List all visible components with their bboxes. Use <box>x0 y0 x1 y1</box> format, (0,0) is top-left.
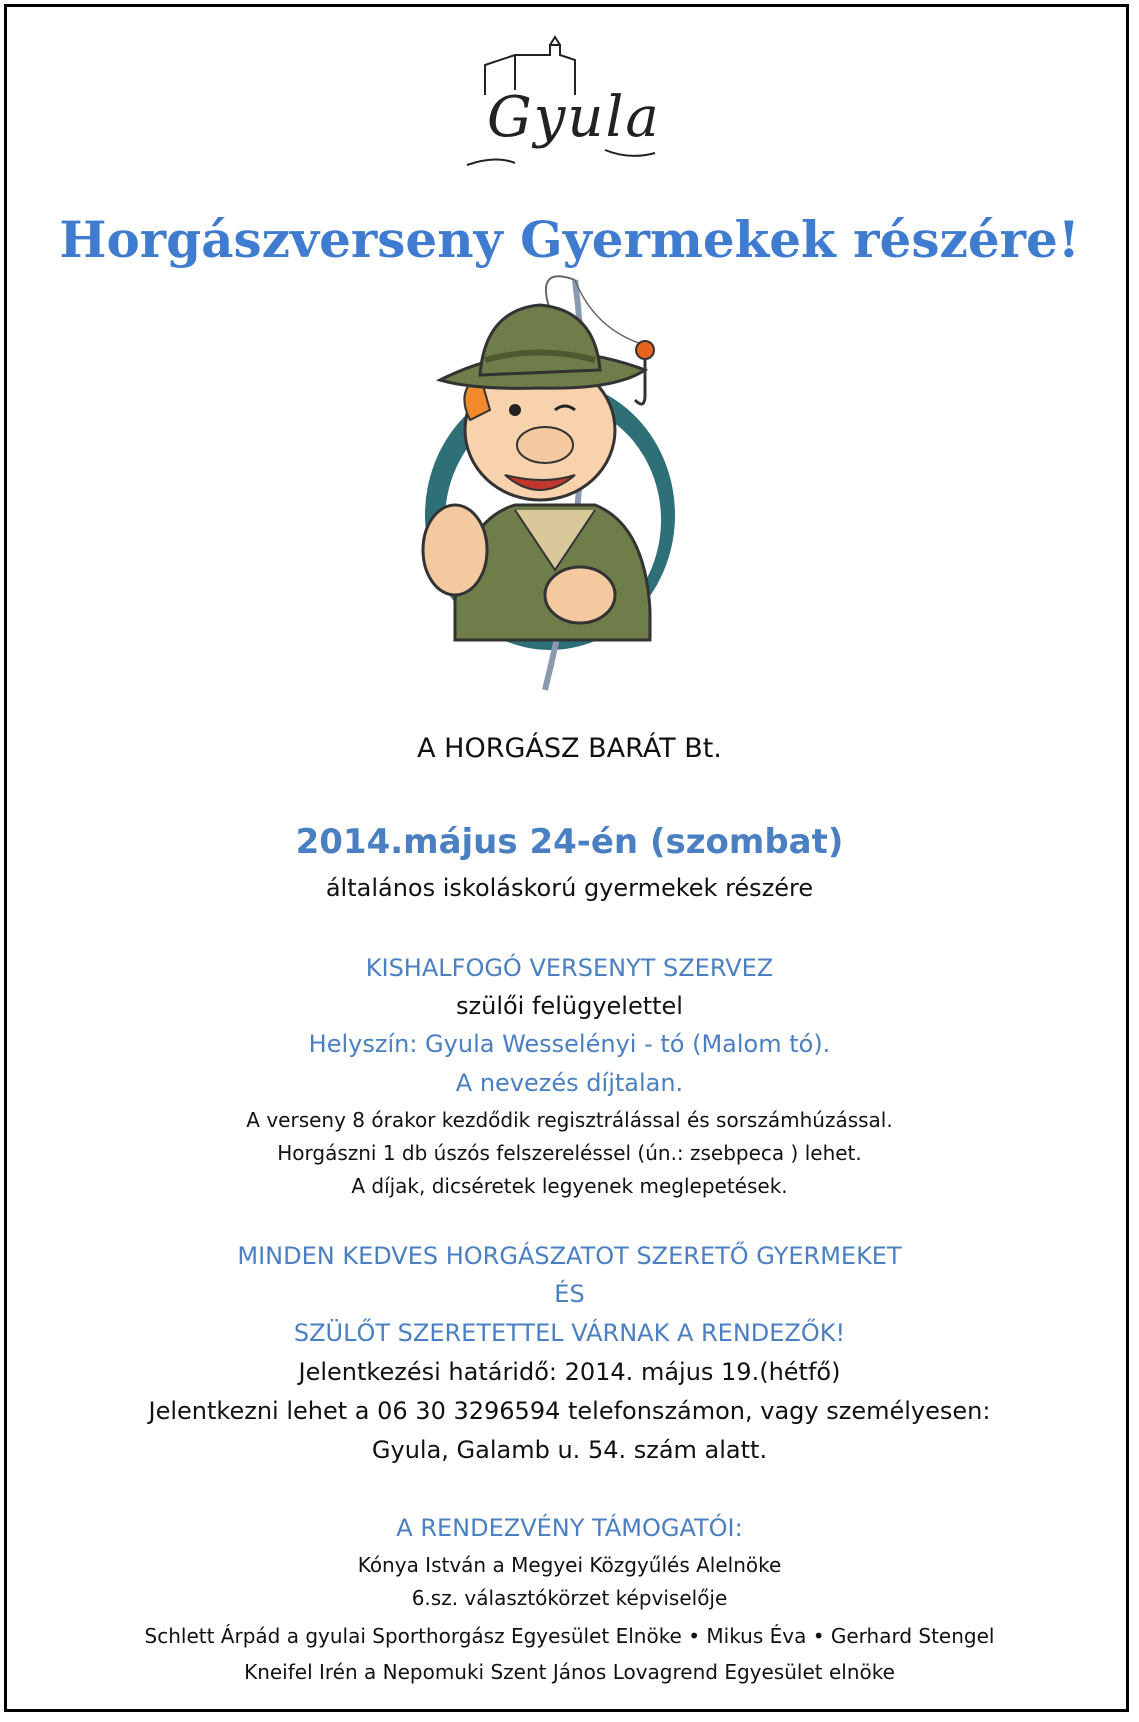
registration-address: Gyula, Galamb u. 54. szám alatt. <box>371 1436 768 1464</box>
sponsor-line: Kónya István a Megyei Közgyűlés Alelnöke <box>357 1553 782 1577</box>
rule-line: A verseny 8 órakor kezdődik regisztrálással és sorszámhúzással. <box>246 1108 893 1132</box>
poster-title: Horgászverseny Gyermekek részére! <box>59 210 1080 269</box>
sponsor-line: Kneifel Irén a Nepomuki Szent János Lovagrend Egyesület elnöke <box>244 1660 895 1684</box>
event-audience: általános iskoláskorú gyermekek részére <box>325 874 814 902</box>
logo-text: Gyula <box>487 85 661 150</box>
company-name: A HORGÁSZ BARÁT Bt. <box>417 733 722 764</box>
sponsor-line: Schlett Árpád a gyulai Sporthorgász Egyesület Elnöke • Mikus Éva • Gerhard Stengel <box>144 1624 995 1648</box>
fisherman-illustration <box>395 270 745 720</box>
registration-deadline: Jelentkezési határidő: 2014. május 19.(hétfő) <box>298 1358 841 1386</box>
event-date: 2014.május 24-én (szombat) <box>295 822 844 862</box>
invitation-line: ÉS <box>554 1280 585 1308</box>
event-location: Helyszín: Gyula Wesselényi - tó (Malom tó). <box>308 1030 831 1058</box>
rule-line: Horgászni 1 db úszós felszereléssel (ún.: zsebpeca ) lehet. <box>277 1141 862 1165</box>
gyula-logo <box>455 35 685 185</box>
registration-phone: Jelentkezni lehet a 06 30 3296594 telefonszámon, vagy személyesen: <box>148 1397 991 1425</box>
event-organizes: KISHALFOGÓ VERSENYT SZERVEZ <box>365 954 774 982</box>
fisherman-cartoon-icon <box>395 270 745 720</box>
event-supervision: szülői felügyelettel <box>456 992 683 1020</box>
sponsor-line: 6.sz. választókörzet képviselője <box>411 1586 728 1610</box>
rule-line: A díjak, dicséretek legyenek meglepetések. <box>351 1174 788 1198</box>
event-fee: A nevezés díjtalan. <box>455 1069 684 1097</box>
invitation-line: MINDEN KEDVES HORGÁSZATOT SZERETŐ GYERMEKET <box>237 1242 902 1270</box>
invitation-line: SZÜLŐT SZERETETTEL VÁRNAK A RENDEZŐK! <box>293 1319 846 1347</box>
sponsors-heading: A RENDEZVÉNY TÁMOGATÓI: <box>396 1514 743 1542</box>
